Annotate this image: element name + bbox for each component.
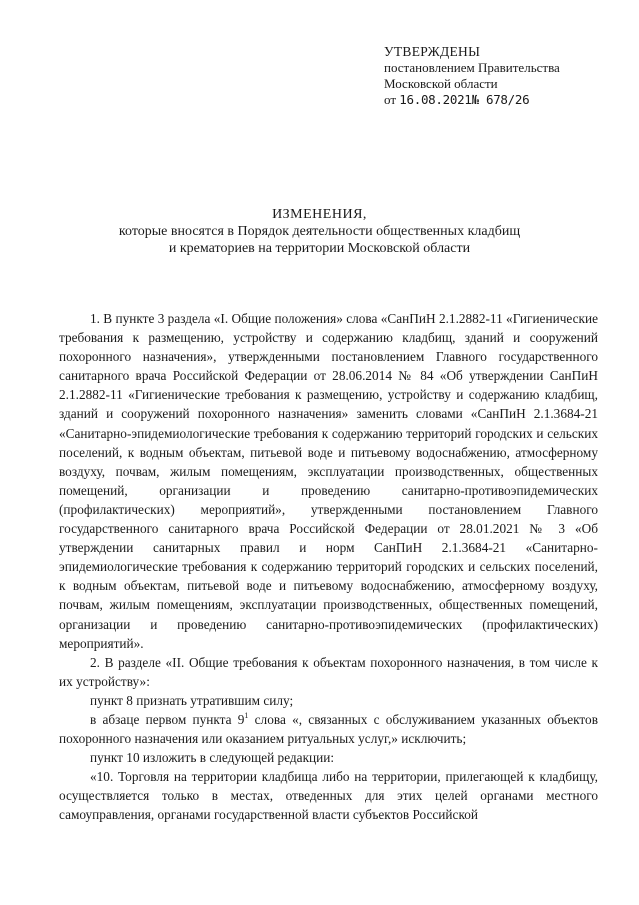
approval-number: № 678/26	[471, 92, 530, 107]
approval-line-1: постановлением Правительства	[384, 60, 560, 75]
approval-date: 16.08.2021	[399, 92, 472, 107]
paragraph-4-superscript: 1	[244, 710, 249, 720]
approval-date-line	[384, 92, 560, 108]
document-body	[59, 309, 598, 825]
paragraph-6: «10. Торговля на территории кладбища либо на территории, прилегающей к кладбищу, осуществляется только в местах, отведенных для этих целей органами местного самоуправления, органами государственной власти субъектов Российской	[59, 769, 598, 823]
title-main: ИЗМЕНЕНИЯ,	[272, 207, 367, 222]
paragraph-4	[59, 710, 598, 748]
document-title	[0, 206, 639, 257]
approval-block	[384, 44, 560, 108]
approval-line-2: Московской области	[384, 76, 498, 91]
title-line-3: и крематориев на территории Московской области	[168, 241, 471, 256]
paragraph-4-start: в абзаце первом пункта 9	[90, 711, 245, 727]
paragraph-4-end: слова «, связанных с обслуживанием указанных объектов похоронного назначения или оказанием ритуальных услуг,» исключить;	[59, 711, 598, 747]
paragraph-3: пункт 8 признать утратившим силу;	[90, 692, 294, 708]
paragraph-1: 1. В пункте 3 раздела «I. Общие положения» слова «СанПиН 2.1.2882-11 «Гигиенические требования к размещению, устройству и содержанию кладбищ, зданий и сооружений похоронного назначения», утвержденными постановлением Главного государственного санитарного врача Российской Федерации от 28.06.2014 № 84 «Об утверждении СанПиН 2.1.2882-11 «Гигиенические требования к размещению, устройству и содержанию кладбищ, зданий и сооружений похоронного назначения» заменить словами «СанПиН 2.1.3684-21 «Санитарно-эпидемиологические требования к содержанию территорий городских и сельских поселений, к водным объектам, питьевой воде и питьевому водоснабжению, атмосферному воздуху, почвам, жилым помещениям, эксплуатации производственных, общественных помещений, организации и проведению санитарно-противоэпидемических (профилактических) мероприятий», утвержденными постановлением Главного государственного санитарного врача Российской Федерации от 28.01.2021 № 3 «Об утверждении санитарных правил и норм СанПиН 2.1.3684-21 «Санитарно-эпидемиологические требования к содержанию территорий городских и сельских поселений, к водным объектам, питьевой воде и питьевому водоснабжению, атмосферному воздуху, почвам, жилым помещениям, эксплуатации производственных, общественных помещений, организации и проведению санитарно-противоэпидемических (профилактических) мероприятий».	[59, 311, 598, 651]
paragraph-2: 2. В разделе «II. Общие требования к объектам похоронного назначения, в том числе к их устройству»:	[59, 654, 598, 689]
title-line-2: которые вносятся в Порядок деятельности общественных кладбищ	[118, 224, 521, 239]
approval-heading: УТВЕРЖДЕНЫ	[384, 44, 481, 59]
approval-prefix: от	[384, 92, 397, 107]
paragraph-5: пункт 10 изложить в следующей редакции:	[90, 750, 335, 766]
